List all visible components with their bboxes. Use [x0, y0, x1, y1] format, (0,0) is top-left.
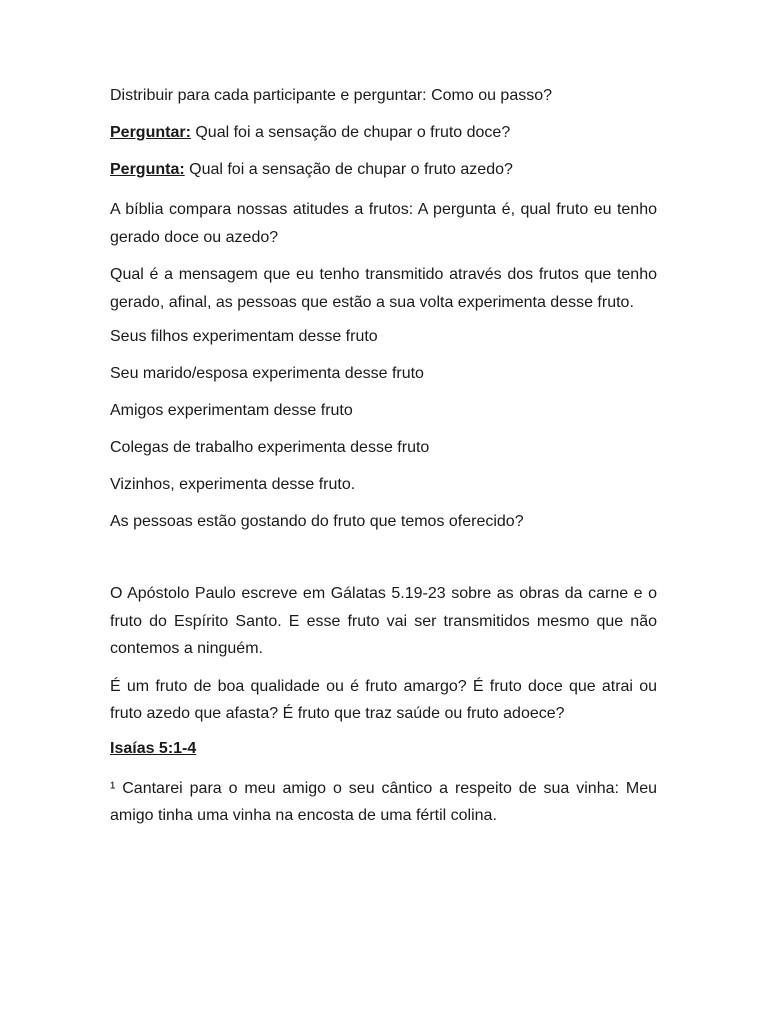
intro-paragraph: Distribuir para cada participante e perguntar: Como ou passo?: [110, 87, 553, 104]
qualidade-paragraph: É um fruto de boa qualidade ou é fruto amargo? É fruto doce que atrai ou fruto azedo que afasta? É fruto que traz saúde ou fruto adoece?: [110, 677, 657, 722]
mensagem-paragraph: Qual é a mensagem que eu tenho transmitido através dos frutos que tenho gerado, afinal, as pessoas que estão a sua volta experimenta desse fruto.: [110, 266, 657, 311]
list-item: Amigos experimentam desse fruto: [110, 402, 353, 419]
question-text: Qual foi a sensação de chupar o fruto azedo?: [184, 161, 513, 178]
question-label: Pergunta:: [110, 161, 185, 178]
question-text: Qual foi a sensação de chupar o fruto doce?: [190, 124, 511, 141]
question-perguntar: [110, 122, 657, 144]
question-pergunta: [110, 159, 657, 181]
paulo-paragraph: O Apóstolo Paulo escreve em Gálatas 5.19-23 sobre as obras da carne e o fruto do Espírito Santo. E esse fruto vai ser transmitidos mesmo que não contemos a ninguém.: [110, 585, 657, 657]
list-item: As pessoas estão gostando do fruto que temos oferecido?: [110, 513, 524, 530]
list-item: Colegas de trabalho experimenta desse fruto: [110, 439, 430, 456]
question-label: Perguntar:: [110, 124, 191, 141]
list-item: Seu marido/esposa experimenta desse fruto: [110, 365, 424, 382]
document-page: [110, 85, 657, 840]
verse-paragraph: ¹ Cantarei para o meu amigo o seu cântico a respeito de sua vinha: Meu amigo tinha uma vinha na encosta de uma fértil colina.: [110, 779, 657, 824]
isaias-heading: Isaías 5:1-4: [110, 739, 197, 757]
list-item: Seus filhos experimentam desse fruto: [110, 328, 378, 345]
biblia-paragraph: A bíblia compara nossas atitudes a frutos: A pergunta é, qual fruto eu tenho gerado doce ou azedo?: [110, 201, 657, 246]
spacer: [110, 548, 657, 580]
list-item: Vizinhos, experimenta desse fruto.: [110, 476, 356, 493]
